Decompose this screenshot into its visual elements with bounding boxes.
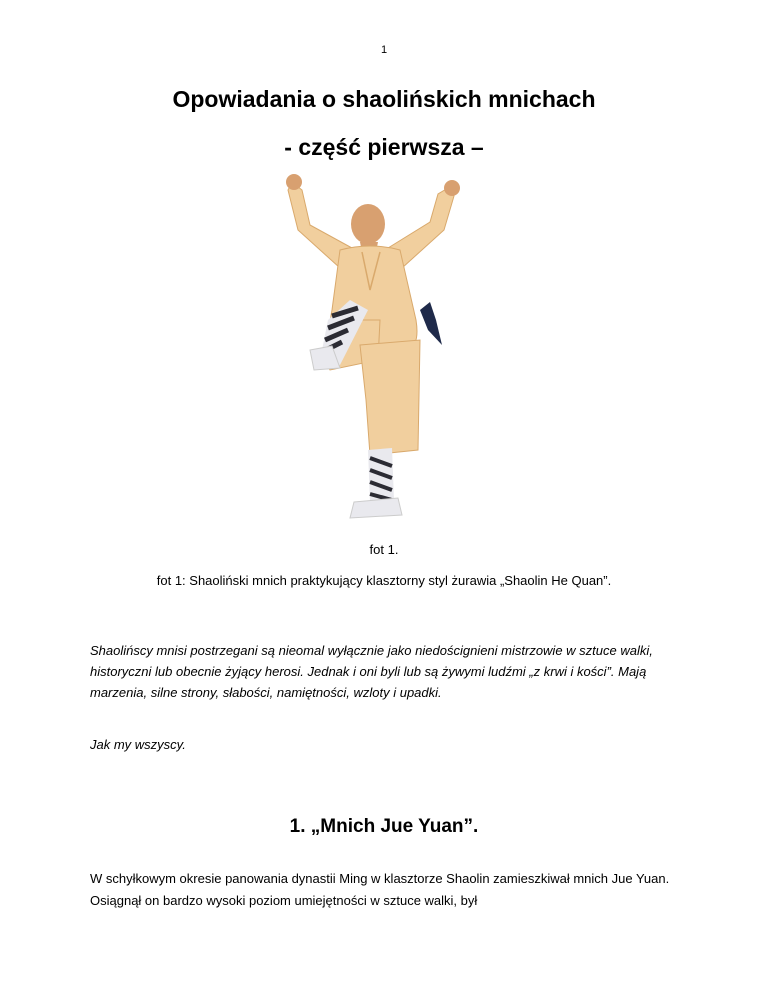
intro-paragraph: Shaolińscy mnisi postrzegani są nieomal wyłącznie jako niedoścignieni mistrzowie w sztuce walki, historyczni lub obecnie żyjący herosi. Jednak i oni byli lub są żywymi ludźmi „z krwi i kości”. Mają marzenia, silne strony, słabości, namiętności, wzloty i upadki.	[90, 643, 653, 700]
monk-right-fist	[444, 180, 460, 196]
intro-closing: Jak my wszyscy.	[90, 737, 186, 752]
photo-caption-long: fot 1: Shaoliński mnich praktykujący klasztorny styl żurawia „Shaolin He Quan”.	[156, 573, 612, 588]
document-subtitle: - część pierwsza –	[284, 134, 484, 160]
body-paragraph: W schyłkowym okresie panowania dynastii Ming w klasztorze Shaolin zamieszkiwał mnich Jue Yuan. Osiągnął on bardzo wysoki poziom umiejętności w sztuce walki, był	[90, 871, 670, 908]
monk-head	[351, 204, 385, 244]
section-heading: 1. „Mnich Jue Yuan”.	[289, 816, 479, 837]
monk-robe-lower	[360, 340, 420, 455]
page-number: 1	[380, 44, 388, 56]
shaolin-monk-photo	[270, 170, 470, 525]
monk-standing-foot	[350, 498, 402, 518]
monk-left-fist	[286, 174, 302, 190]
document-title: Opowiadania o shaolińskich mnichach	[172, 86, 596, 112]
photo-caption-short: fot 1.	[369, 542, 399, 557]
bird-icon	[420, 302, 442, 345]
